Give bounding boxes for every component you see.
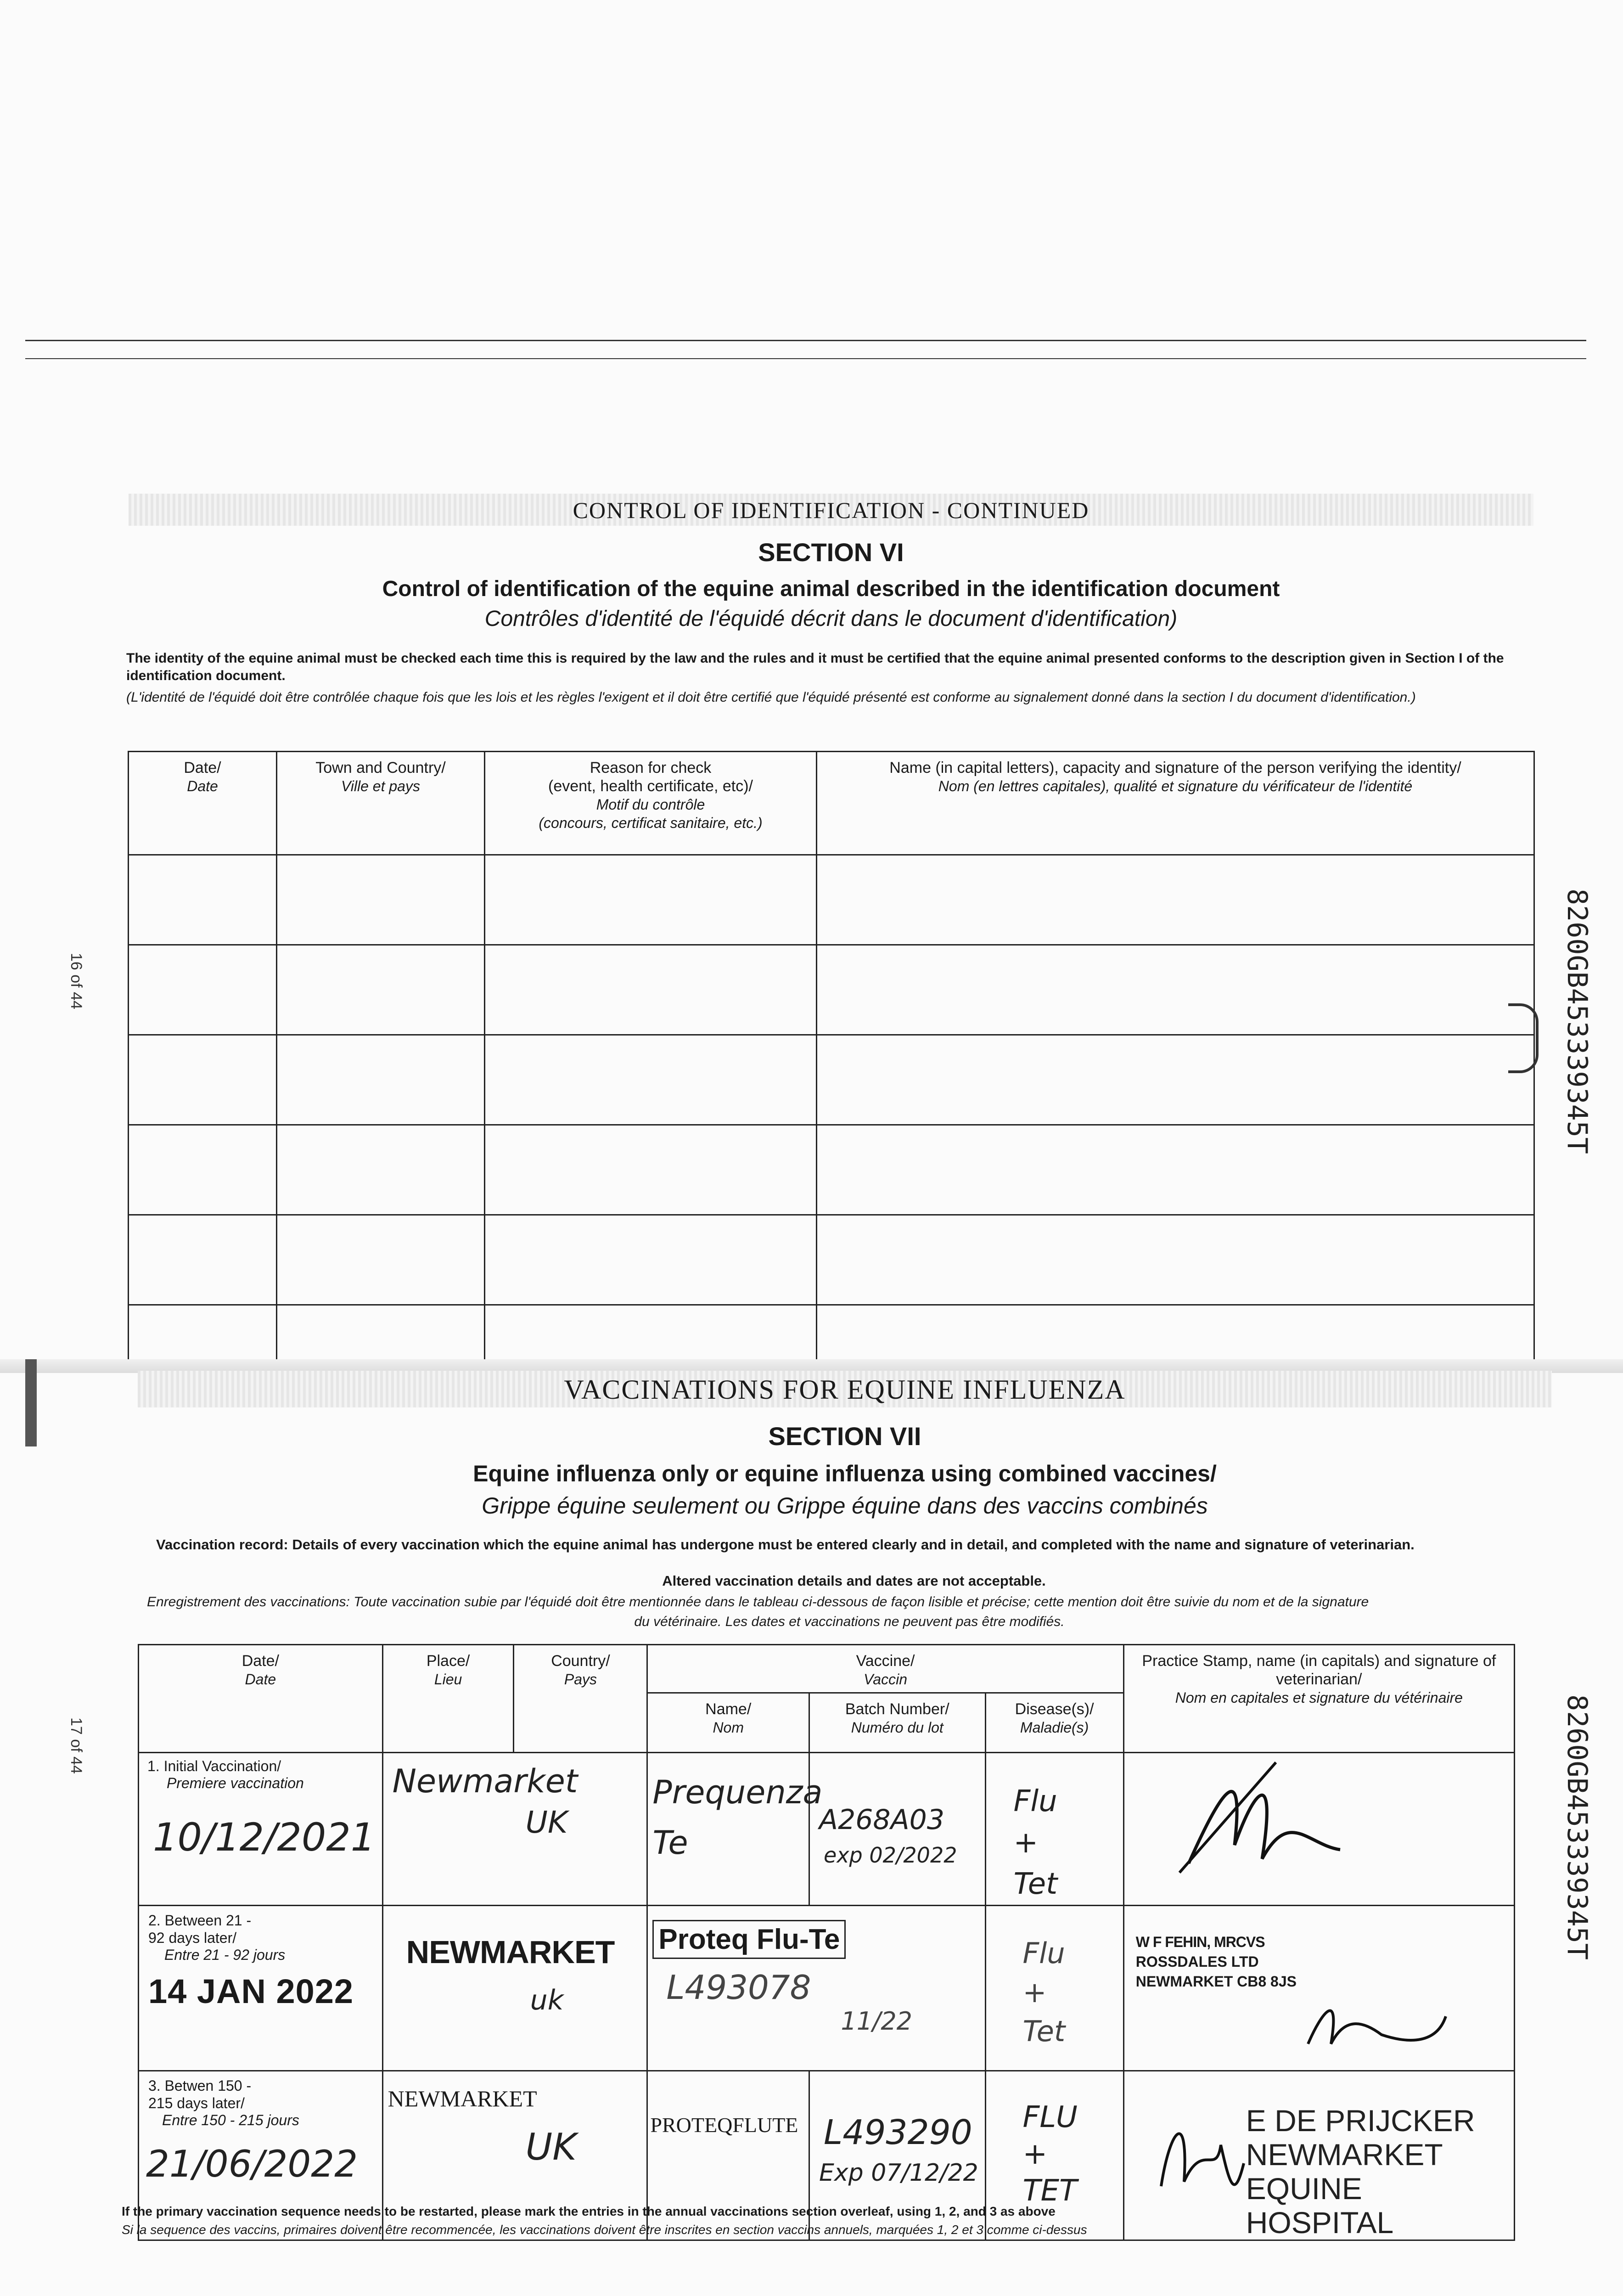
section7-record-en2: Altered vaccination details and dates are not acceptable. — [662, 1573, 1046, 1589]
table-row — [129, 1305, 1534, 1362]
id-number-bottom: 8260GB453339345T — [1561, 1694, 1593, 1960]
row2-date: 14 JAN 2022 — [148, 1972, 354, 2010]
row2-country: uk — [530, 1984, 564, 2016]
cell-date[interactable] — [129, 1305, 277, 1362]
cell-reason[interactable] — [485, 1305, 817, 1362]
col-reason-en2: (event, health certificate, etc)/ — [548, 777, 753, 795]
col-date — [129, 752, 277, 855]
section7-band-title: VACCINATIONS FOR EQUINE INFLUENZA — [564, 1374, 1126, 1405]
col-reason-fr: Motif du contrôle — [596, 796, 705, 813]
cell-date[interactable] — [129, 1125, 277, 1215]
row2-place-cell[interactable] — [382, 1906, 647, 2071]
col-vacc-date-fr: Date — [245, 1671, 276, 1688]
row3-batch-exp: Exp 07/12/22 — [819, 2159, 978, 2187]
clip-mark — [1508, 1003, 1539, 1073]
vaccination-row-2 — [139, 1906, 1515, 2071]
col-verifier — [817, 752, 1534, 855]
col-disease-fr: Maladie(s) — [1020, 1719, 1089, 1736]
section7-title-fr: Grippe équine seulement ou Grippe équine dans des vaccins combinés — [482, 1493, 1208, 1519]
row3-place: NEWMARKET — [387, 2086, 537, 2111]
row3-label-fr: Entre 150 - 215 jours — [162, 2112, 299, 2128]
id-number-top: 8260GB453339345T — [1561, 889, 1593, 1154]
row2-disease-cell[interactable] — [985, 1906, 1123, 2071]
row1-batch: A268A03 — [819, 1804, 944, 1836]
row2-stamp-line3: NEWMARKET CB8 8JS — [1135, 1973, 1297, 1990]
section6-title-en: Control of identification of the equine animal described in the identification document — [382, 577, 1280, 601]
cell-town[interactable] — [277, 855, 485, 945]
cell-town[interactable] — [277, 1215, 485, 1305]
row3-batch: L493290 — [824, 2113, 972, 2152]
cell-town[interactable] — [277, 1305, 485, 1362]
section7-footer-en: If the primary vaccination sequence needs to be restarted, please mark the entries in the annual vaccinations section overleaf, using 1, 2, and 3 as above — [122, 2204, 1056, 2218]
section7-title-en: Equine influenza only or equine influenza using combined vaccines/ — [473, 1461, 1217, 1486]
col-vacc-date — [139, 1645, 383, 1753]
col-batch-en: Batch Number/ — [845, 1700, 949, 1718]
row3-vaccine-name: PROTEQFLUTE — [650, 2113, 798, 2137]
row3-stamp-line2: NEWMARKET — [1246, 2138, 1443, 2172]
col-town-en: Town and Country/ — [315, 759, 446, 777]
col-vacc-date-en: Date/ — [241, 1652, 279, 1670]
cell-reason[interactable] — [485, 855, 817, 945]
row1-country: UK — [525, 1805, 568, 1840]
cell-verifier[interactable] — [817, 945, 1534, 1035]
row1-batch-cell[interactable] — [809, 1753, 985, 1906]
row2-stamp-line2: ROSSDALES LTD — [1135, 1953, 1259, 1970]
col-practice-en: Practice Stamp, name (in capitals) and signature of veterinarian/ — [1142, 1652, 1496, 1688]
cell-reason[interactable] — [485, 1215, 817, 1305]
row1-stamp-cell[interactable] — [1123, 1753, 1514, 1906]
section6-title-fr: Contrôles d'identité de l'équidé décrit dans le document d'identification) — [484, 607, 1178, 631]
cell-reason[interactable] — [485, 1035, 817, 1125]
fold-shadow — [25, 1359, 37, 1446]
cell-reason[interactable] — [485, 1125, 817, 1215]
col-vaccine-en: Vaccine/ — [856, 1652, 915, 1670]
col-place-en: Place/ — [426, 1652, 470, 1670]
cell-verifier[interactable] — [817, 855, 1534, 945]
row2-stamp-line1: W F FEHIN, MRCVS — [1135, 1934, 1265, 1950]
section7-record-en: Vaccination record: Details of every vaccination which the equine animal has undergone must be entered clearly and in detail, and completed with the name and signature of veterinarian. — [156, 1536, 1415, 1553]
row3-date: 21/06/2022 — [146, 2143, 358, 2185]
row2-place: NEWMARKET — [406, 1934, 615, 1970]
col-vaccine-name-en: Name/ — [705, 1700, 752, 1718]
row3-disease: FLU + TET — [1022, 2100, 1078, 2208]
page-number-top: 16 of 44 — [67, 953, 85, 1009]
col-country-fr: Pays — [564, 1671, 597, 1688]
row2-disease: Flu + Tet — [1022, 1936, 1066, 2048]
identity-check-table — [128, 751, 1535, 1363]
col-vaccine-name — [647, 1693, 809, 1753]
row1-disease: Flu + Tet — [1013, 1784, 1058, 1901]
cell-reason[interactable] — [485, 945, 817, 1035]
section7-record-fr2: du vétérinaire. Les dates et vaccinations ne peuvent pas être modifiés. — [634, 1614, 1065, 1629]
row3-signature — [1124, 2071, 1501, 2218]
section7-footer-fr: Si la sequence des vaccins, primaires doivent être recommencée, les vaccinations doivent être inscrites en section vaccins annuels, marquées 1, 2 et 3 comme ci-dessus — [122, 2223, 1087, 2237]
top-rule — [25, 340, 1586, 341]
cell-verifier[interactable] — [817, 1215, 1534, 1305]
col-disease — [985, 1693, 1123, 1753]
col-batch — [809, 1693, 985, 1753]
row2-signature — [1124, 1906, 1501, 2071]
page-number-bottom: 17 of 44 — [67, 1717, 85, 1774]
row2-date-cell[interactable] — [139, 1906, 383, 2071]
col-place-fr: Lieu — [434, 1671, 462, 1688]
col-town-fr: Ville et pays — [341, 778, 420, 794]
row1-place-cell[interactable] — [382, 1753, 647, 1906]
section7-record-fr: Enregistrement des vaccinations: Toute vaccination subie par l'équidé doit être mentionnée dans le tableau ci-dessous de façon lisible et précise; cette mention doit être suivie du nom et de la signature — [147, 1594, 1369, 1609]
row1-signature — [1124, 1753, 1501, 1900]
row1-date: 10/12/2021 — [153, 1815, 376, 1860]
table-row — [129, 1215, 1534, 1305]
row1-vaccine-name: Prequenza Te — [652, 1773, 823, 1862]
table-row — [129, 945, 1534, 1035]
col-reason-en: Reason for check — [590, 759, 712, 777]
col-verifier-fr: Nom (en lettres capitales), qualité et signature du vérificateur de l'identité — [938, 778, 1413, 794]
cell-town[interactable] — [277, 1125, 485, 1215]
col-country — [514, 1645, 647, 1753]
col-reason-fr2: (concours, certificat sanitaire, etc.) — [539, 815, 763, 831]
row2-vaccine-name: Proteq Flu-Te — [652, 1920, 846, 1959]
col-town — [277, 752, 485, 855]
vaccination-row-1 — [139, 1753, 1515, 1906]
row3-label-en: 3. Betwen 150 - 215 days later/ — [148, 2077, 252, 2111]
section6-intro-fr: (L'identité de l'équidé doit être contrôlée chaque fois que les lois et les règles l'exigent et il doit être certifié que l'équidé présenté est conforme au signalement donné dans la section I du document d'identification.) — [126, 690, 1416, 705]
cell-date[interactable] — [129, 945, 277, 1035]
row2-name-cell[interactable] — [647, 1906, 985, 2071]
col-vaccine-fr: Vaccin — [864, 1671, 907, 1688]
cell-date[interactable] — [129, 855, 277, 945]
table-row — [129, 855, 1534, 945]
table-row — [129, 1035, 1534, 1125]
col-place — [382, 1645, 514, 1753]
table-row — [129, 1125, 1534, 1215]
top-rule-2 — [25, 358, 1586, 359]
col-practice — [1123, 1645, 1514, 1753]
cell-town[interactable] — [277, 945, 485, 1035]
col-date-en: Date/ — [184, 759, 221, 777]
row1-name-cell[interactable] — [647, 1753, 823, 1906]
cell-verifier[interactable] — [817, 1125, 1534, 1215]
row2-stamp-cell[interactable] — [1123, 1906, 1514, 2071]
row2-label-en: 2. Between 21 - 92 days later/ — [148, 1912, 252, 1946]
row1-label-fr: Premiere vaccination — [167, 1775, 304, 1791]
row3-stamp-line1: E DE PRIJCKER — [1246, 2104, 1475, 2138]
col-date-fr: Date — [187, 778, 218, 794]
col-reason — [485, 752, 817, 855]
vaccination-table — [138, 1644, 1515, 2241]
col-vaccine-name-fr: Nom — [713, 1719, 744, 1736]
cell-date[interactable] — [129, 1215, 277, 1305]
row1-disease-cell[interactable] — [985, 1753, 1123, 1906]
cell-date[interactable] — [129, 1035, 277, 1125]
row3-stamp-line3: EQUINE HOSPITAL — [1246, 2172, 1394, 2240]
col-disease-en: Disease(s)/ — [1015, 1700, 1094, 1718]
section6-band-title: CONTROL OF IDENTIFICATION - CONTINUED — [573, 497, 1089, 523]
col-vaccine — [647, 1645, 1123, 1693]
section6-label: SECTION VI — [758, 538, 904, 567]
row1-batch-exp: exp 02/2022 — [824, 1843, 957, 1868]
row1-label-en: 1. Initial Vaccination/ — [147, 1758, 281, 1774]
row2-batch: L493078 — [666, 1968, 811, 2007]
row2-batch-exp: 11/22 — [841, 2007, 913, 2036]
row3-country: UK — [525, 2126, 577, 2168]
col-country-en: Country/ — [551, 1652, 610, 1670]
col-practice-fr: Nom en capitales et signature du vétérinaire — [1175, 1689, 1463, 1706]
row1-date-cell[interactable] — [139, 1753, 383, 1906]
cell-town[interactable] — [277, 1035, 485, 1125]
cell-verifier[interactable] — [817, 1305, 1534, 1362]
row1-place: Newmarket — [392, 1762, 578, 1800]
col-verifier-en: Name (in capital letters), capacity and signature of the person verifying the identity/ — [889, 759, 1461, 777]
cell-verifier[interactable] — [817, 1035, 1534, 1125]
section6-intro-en: The identity of the equine animal must be checked each time this is required by the law and the rules and it must be certified that the equine animal presented conforms to the description given in Section I of the identification document. — [126, 651, 1504, 683]
row2-label-fr: Entre 21 - 92 jours — [164, 1947, 286, 1963]
col-batch-fr: Numéro du lot — [851, 1719, 943, 1736]
section7-label: SECTION VII — [768, 1422, 921, 1451]
